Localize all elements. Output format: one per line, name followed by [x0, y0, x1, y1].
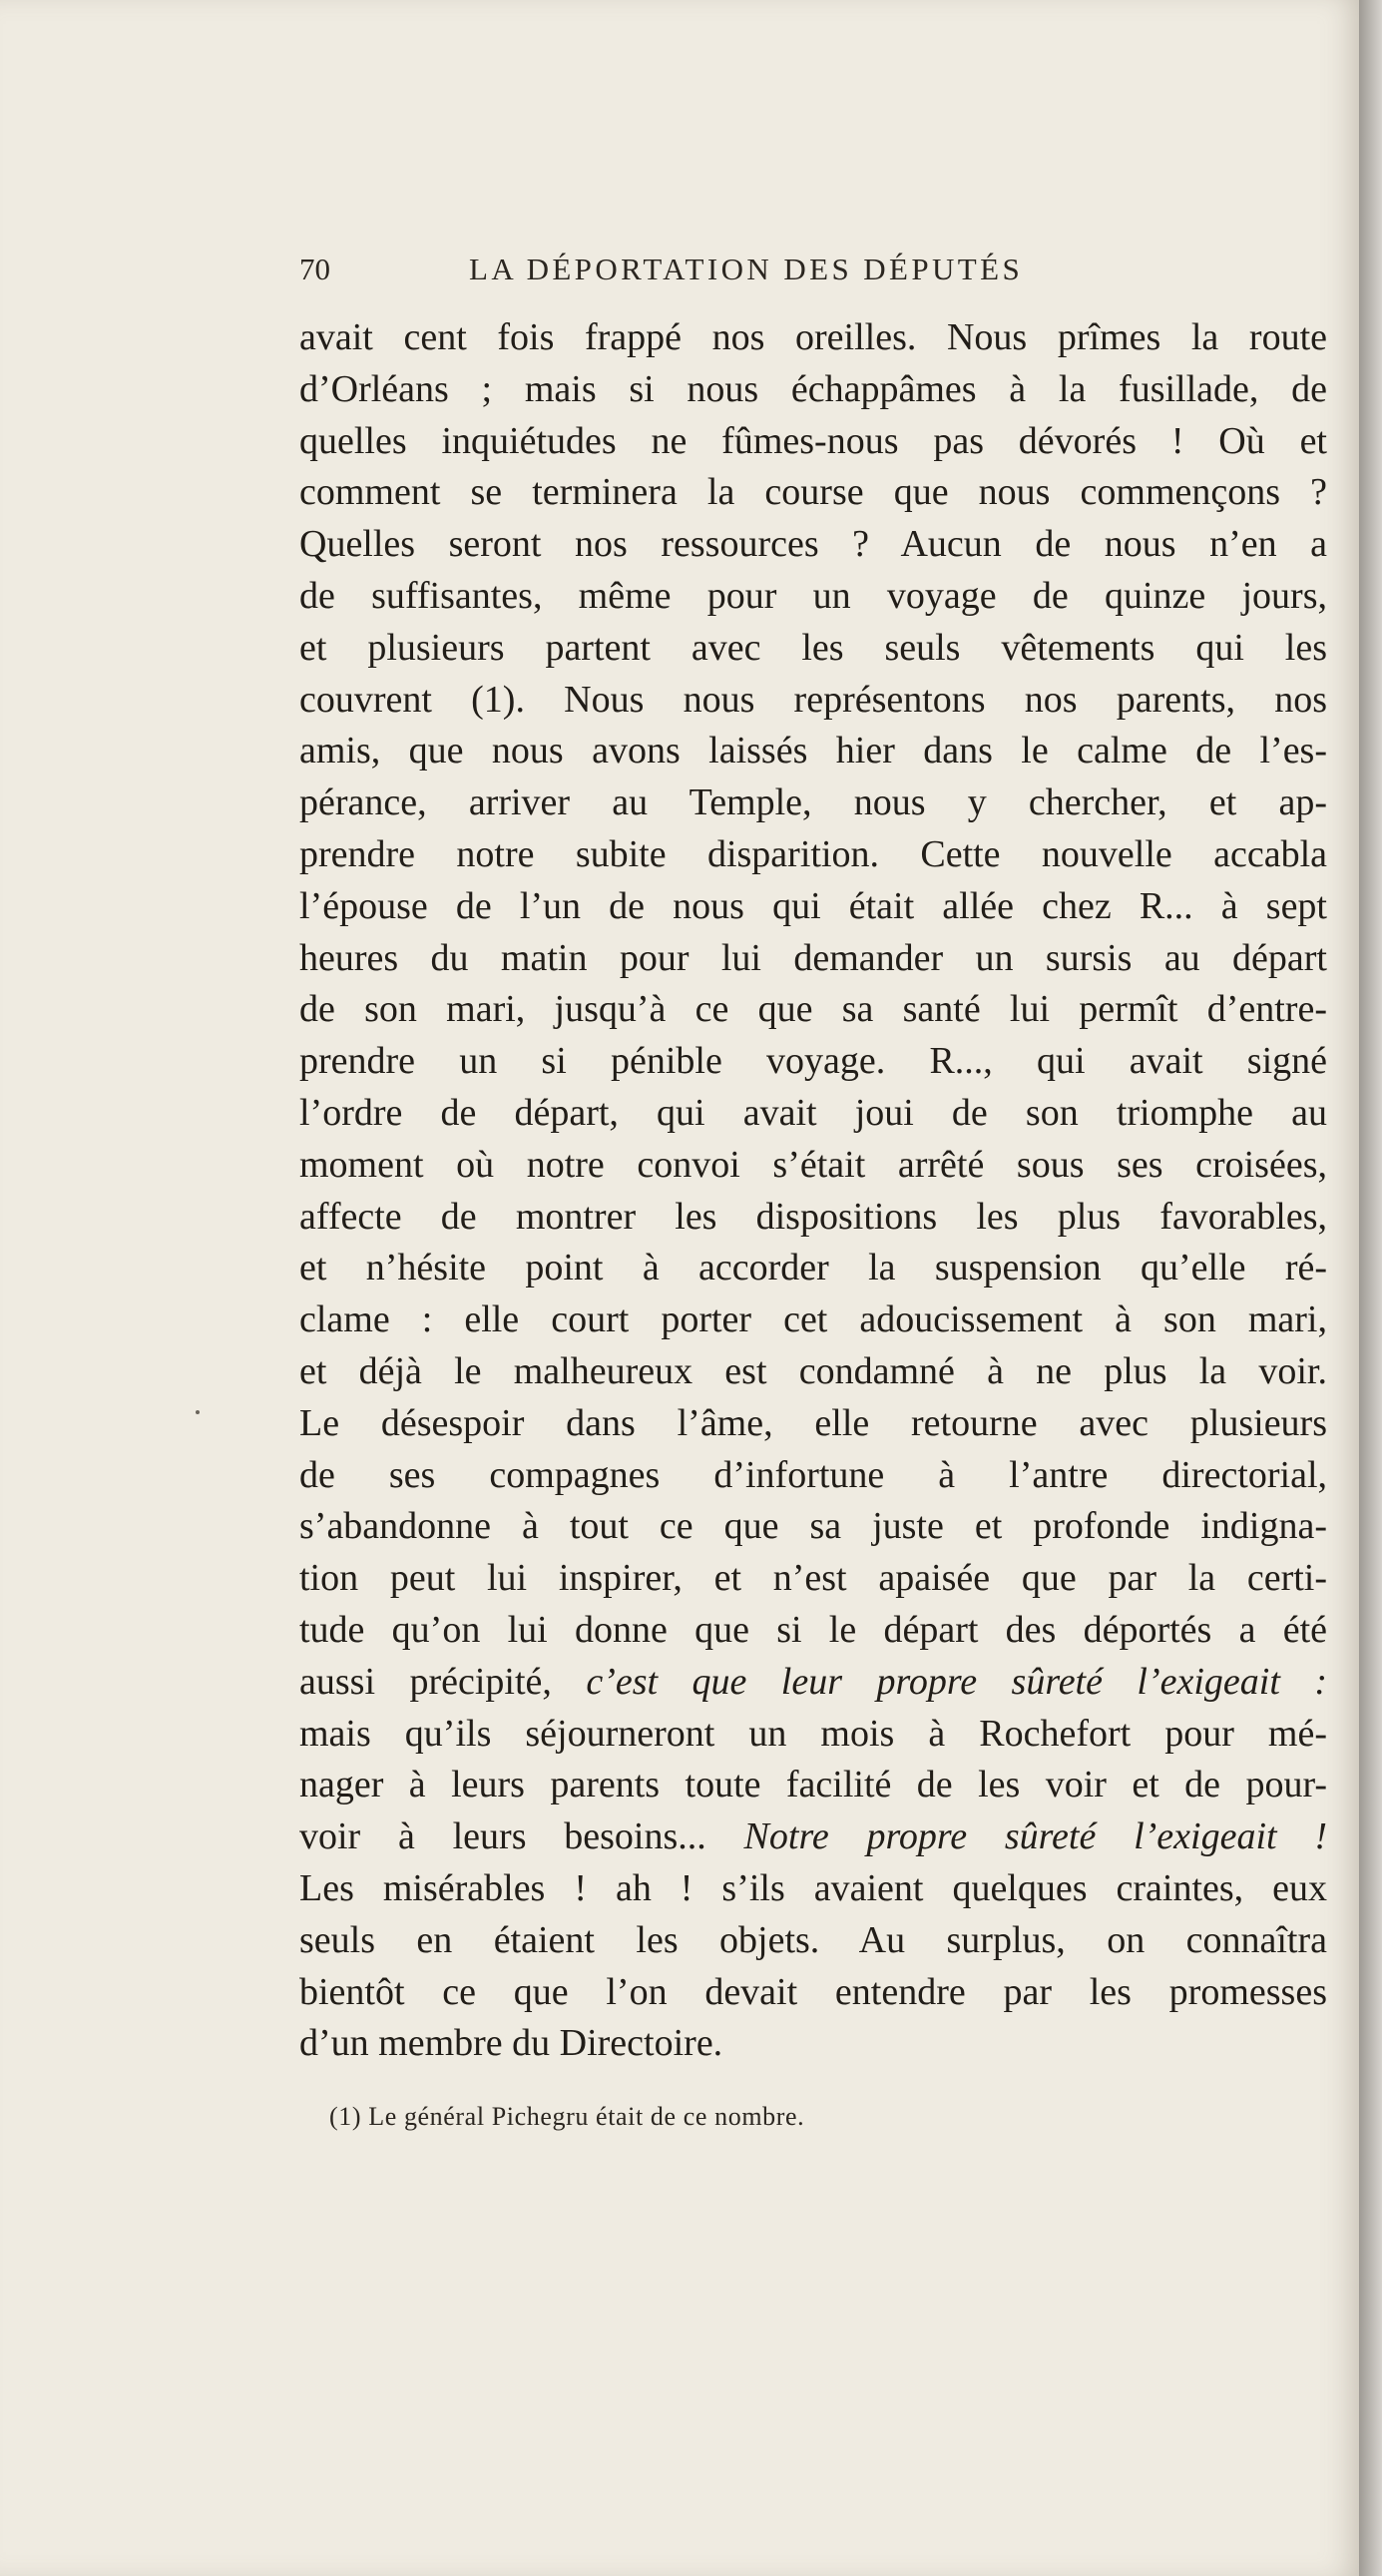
text-line: amis, que nous avons laissés hier dans le calme de l’es-	[299, 730, 1327, 773]
text-line: affecte de montrer les dispositions les plus favorables,	[299, 1195, 1327, 1238]
text-line: d’Orléans ; mais si nous échappâmes à la fusillade, de	[299, 367, 1327, 410]
text-line: tude qu’on lui donne que si le départ des déportés a été	[299, 1608, 1327, 1651]
running-title: LA DÉPORTATION DES DÉPUTÉS	[469, 252, 1024, 286]
text-line: couvrent (1). Nous nous représentons nos parents, nos	[299, 678, 1327, 721]
text-line: mais qu’ils séjourneront un mois à Rochefort pour mé-	[299, 1712, 1327, 1755]
ink-speck	[196, 1410, 200, 1414]
text-line: avait cent fois frappé nos oreilles. Nous prîmes la route	[299, 316, 1327, 358]
text-line: prendre un si pénible voyage. R..., qui avait signé	[299, 1040, 1327, 1083]
body-paragraph	[299, 312, 1327, 2070]
italic-quote: c’est que leur propre sûreté l’exigeait :	[586, 1660, 1328, 1703]
text-line: seuls en étaient les objets. Au surplus, on connaîtra	[299, 1918, 1327, 1961]
text-line: quelles inquiétudes ne fûmes-nous pas dévorés ! Où et	[299, 419, 1327, 462]
text-line: de ses compagnes d’infortune à l’antre directorial,	[299, 1453, 1327, 1496]
text-line: clame : elle court porter cet adoucissement à son mari,	[299, 1298, 1327, 1341]
text-line: l’ordre de départ, qui avait joui de son triomphe au	[299, 1091, 1327, 1134]
page-number: 70	[299, 252, 330, 286]
text-line: et plusieurs partent avec les seuls vêtements qui les	[299, 626, 1327, 669]
text-line: Les misérables ! ah ! s’ils avaient quelques craintes, eux	[299, 1866, 1327, 1909]
text-line: heures du matin pour lui demander un sursis au départ	[299, 936, 1327, 979]
text-line: bientôt ce que l’on devait entendre par les promesses	[299, 1970, 1327, 2013]
text-line	[299, 1811, 1327, 1863]
footnote: (1) Le général Pichegru était de ce nombre.	[329, 2102, 805, 2131]
text-line	[299, 1657, 1327, 1709]
page-edge-shadow	[1359, 0, 1382, 2576]
page-header	[299, 250, 1317, 289]
text-line: Quelles seront nos ressources ? Aucun de nous n’en a	[299, 523, 1327, 566]
text-line: pérance, arriver au Temple, nous y chercher, et ap-	[299, 781, 1327, 824]
text-segment: aussi précipité,	[299, 1660, 552, 1703]
text-line: comment se terminera la course que nous commençons ?	[299, 471, 1327, 514]
text-line: de son mari, jusqu’à ce que sa santé lui permît d’entre-	[299, 988, 1327, 1031]
text-line: nager à leurs parents toute facilité de les voir et de pour-	[299, 1764, 1327, 1806]
text-line: et déjà le malheureux est condamné à ne plus la voir.	[299, 1349, 1327, 1392]
text-line: Le désespoir dans l’âme, elle retourne avec plusieurs	[299, 1401, 1327, 1444]
text-line: moment où notre convoi s’était arrêté sous ses croisées,	[299, 1143, 1327, 1186]
text-line: d’un membre du Directoire.	[299, 2022, 723, 2065]
text-line: tion peut lui inspirer, et n’est apaisée que par la certi-	[299, 1557, 1327, 1600]
text-line: de suffisantes, même pour un voyage de quinze jours,	[299, 574, 1327, 617]
text-line: prendre notre subite disparition. Cette nouvelle accabla	[299, 832, 1327, 875]
text-segment: voir à leurs besoins...	[299, 1815, 706, 1858]
italic-quote: Notre propre sûreté l’exigeait !	[743, 1815, 1327, 1858]
text-line: l’épouse de l’un de nous qui était allée chez R... à sept	[299, 884, 1327, 927]
text-line: s’abandonne à tout ce que sa juste et profonde indigna-	[299, 1505, 1327, 1548]
text-line: et n’hésite point à accorder la suspension qu’elle ré-	[299, 1247, 1327, 1289]
